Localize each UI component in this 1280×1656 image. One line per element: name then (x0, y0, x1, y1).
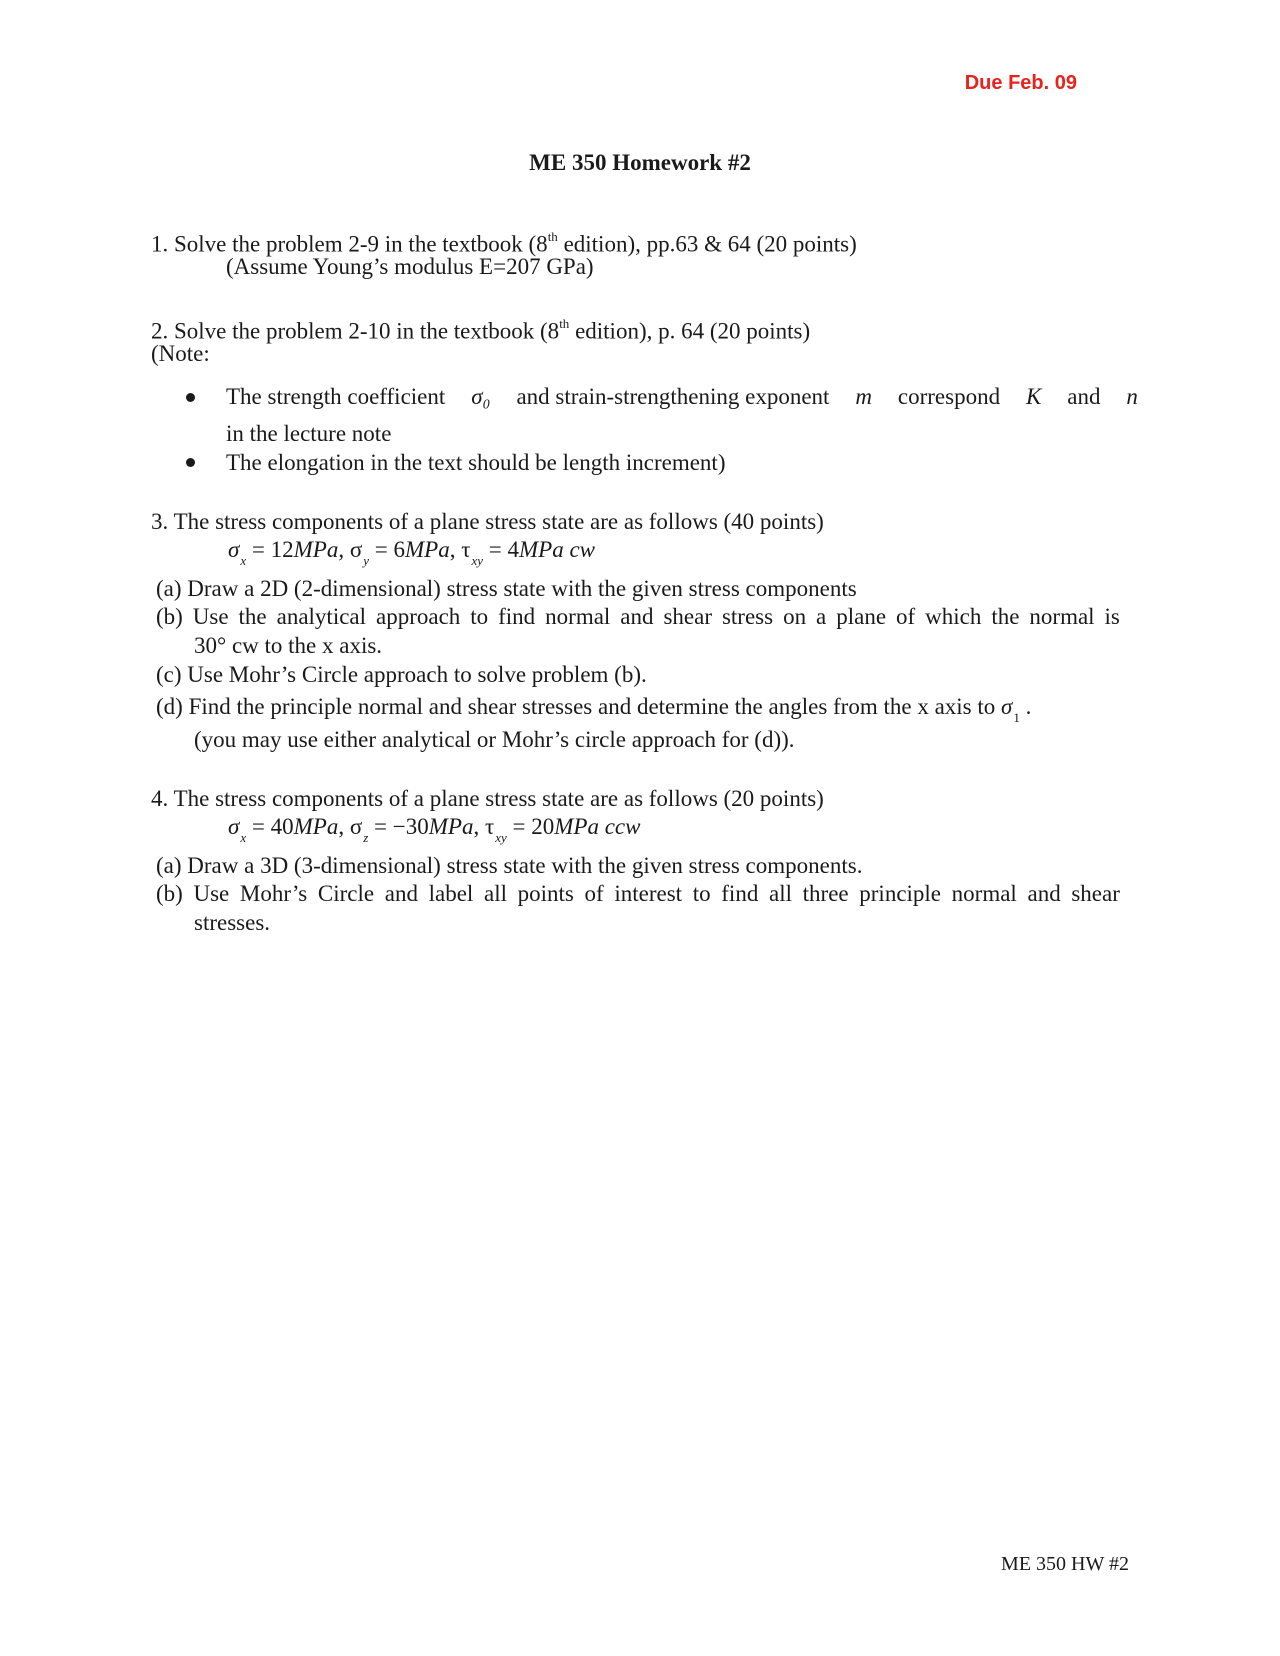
word: approach (376, 604, 461, 629)
unit: MPa (405, 537, 450, 562)
word: interest (614, 881, 683, 906)
problem-3-part-c: (c) Use Mohr’s Circle approach to solve problem (b). (156, 662, 647, 687)
word: Mohr’s (239, 881, 308, 906)
word: (b) (156, 881, 183, 906)
subscript: y (363, 553, 370, 568)
tau-symbol: , τ (449, 537, 471, 562)
superscript: th (547, 229, 558, 244)
problem-2-bullet-1 (226, 383, 1138, 411)
page-footer: ME 350 HW #2 (1001, 1553, 1129, 1575)
value: = 12 (246, 537, 294, 562)
page-title: ME 350 Homework #2 (529, 150, 751, 175)
sigma-symbol: , σ (338, 814, 363, 839)
value: = 6 (369, 537, 405, 562)
problem-2-bullet-1-line-2: in the lecture note (226, 421, 392, 446)
problem-1-text: 1. Solve the problem 2-9 in the textbook (8 (151, 231, 548, 257)
word: σ₀ (471, 384, 491, 409)
tau-symbol: , τ (473, 814, 495, 839)
word: principle (859, 881, 942, 906)
word: shear (663, 604, 712, 629)
value: = −30 (368, 814, 429, 839)
word: Use (193, 881, 230, 906)
word: on (783, 604, 807, 629)
word: all (483, 881, 507, 906)
subscript: xy (495, 830, 507, 845)
problem-2-line-1 (151, 312, 810, 346)
word: Circle (317, 881, 375, 906)
word: the (238, 604, 267, 629)
problem-3-equation (228, 537, 596, 568)
problem-3-part-d (156, 693, 1031, 724)
value: = 20 (506, 814, 555, 839)
subscript: x (240, 553, 247, 568)
problem-4-part-b (156, 880, 1120, 908)
word: stress (721, 604, 774, 629)
unit: MPa (293, 537, 339, 562)
word: three (802, 881, 849, 906)
word: shear (1071, 881, 1120, 906)
problem-3-part-b-line-2: 30° cw to the x axis. (194, 633, 383, 658)
word: and strain-strengthening exponent (516, 384, 830, 409)
word: (b) (156, 604, 183, 629)
word: points (517, 881, 574, 906)
unit: MPa (293, 814, 339, 839)
problem-1-text-end: edition), pp.63 & 64 (20 points) (557, 231, 857, 257)
problem-4-part-a: (a) Draw a 3D (3-dimensional) stress state with the given stress components. (156, 853, 863, 878)
superscript: th (559, 316, 570, 331)
unit: MPa (428, 814, 474, 839)
subscript: 1 (1013, 710, 1020, 725)
problem-4-line-1: 4. The stress components of a plane stress state are as follows (20 points) (151, 786, 824, 811)
word: a (816, 604, 827, 629)
subscript: xy (471, 553, 484, 568)
word: label (428, 881, 474, 906)
value: = 4 (483, 537, 519, 562)
unit: MPa ccw (554, 814, 641, 839)
sigma-symbol: σ (228, 537, 240, 562)
word: which (925, 604, 982, 629)
sigma-symbol: , σ (338, 537, 363, 562)
problem-2-text-end: edition), p. 64 (20 points) (569, 318, 811, 344)
word: correspond (897, 384, 1001, 409)
word: to (470, 604, 489, 629)
word: find (498, 604, 536, 629)
word: is (1104, 604, 1120, 629)
problem-4-part-b-line-2: stresses. (194, 910, 271, 935)
word: and (620, 604, 654, 629)
problem-4-equation (228, 814, 641, 845)
problem-2-note: (Note: (151, 341, 210, 366)
word: find (721, 881, 759, 906)
bullet-icon (186, 393, 195, 402)
word: of (584, 881, 604, 906)
problem-3-part-d-line-2: (you may use either analytical or Mohr’s circle approach for (d)). (194, 727, 795, 752)
word: normal (951, 881, 1017, 906)
word: and (1027, 881, 1061, 906)
word: normal (1029, 604, 1095, 629)
bullet-icon (186, 458, 195, 467)
word: to (692, 881, 711, 906)
problem-1-line-2: (Assume Young’s modulus E=207 GPa) (226, 254, 594, 279)
subscript: x (240, 830, 247, 845)
sigma-symbol: σ (1001, 694, 1013, 719)
word: of (896, 604, 916, 629)
word: the (991, 604, 1020, 629)
word: and (1067, 384, 1101, 409)
word: K (1026, 384, 1042, 409)
problem-3-part-b (156, 603, 1120, 631)
word: m (855, 384, 872, 409)
problem-2-bullet-2: The elongation in the text should be length increment) (226, 450, 726, 475)
word: plane (836, 604, 887, 629)
word: analytical (276, 604, 367, 629)
subscript: z (363, 830, 369, 845)
due-date: Due Feb. 09 (964, 72, 1077, 94)
value: = 40 (246, 814, 294, 839)
word: and (384, 881, 418, 906)
problem-3-line-1: 3. The stress components of a plane stress state are as follows (40 points) (151, 509, 824, 534)
word: Use (192, 604, 229, 629)
sigma-symbol: σ (228, 814, 240, 839)
period: . (1019, 694, 1032, 719)
word: The strength coefficient (226, 384, 446, 409)
part-d-text: (d) Find the principle normal and shear stresses and determine the angles from the x axis to (156, 694, 1002, 719)
problem-2-text: 2. Solve the problem 2-10 in the textbook (8 (151, 318, 560, 344)
word: all (768, 881, 792, 906)
unit: MPa cw (519, 537, 596, 562)
problem-3-part-a: (a) Draw a 2D (2-dimensional) stress state with the given stress components (156, 576, 857, 601)
word: normal (545, 604, 611, 629)
word: n (1126, 384, 1138, 409)
